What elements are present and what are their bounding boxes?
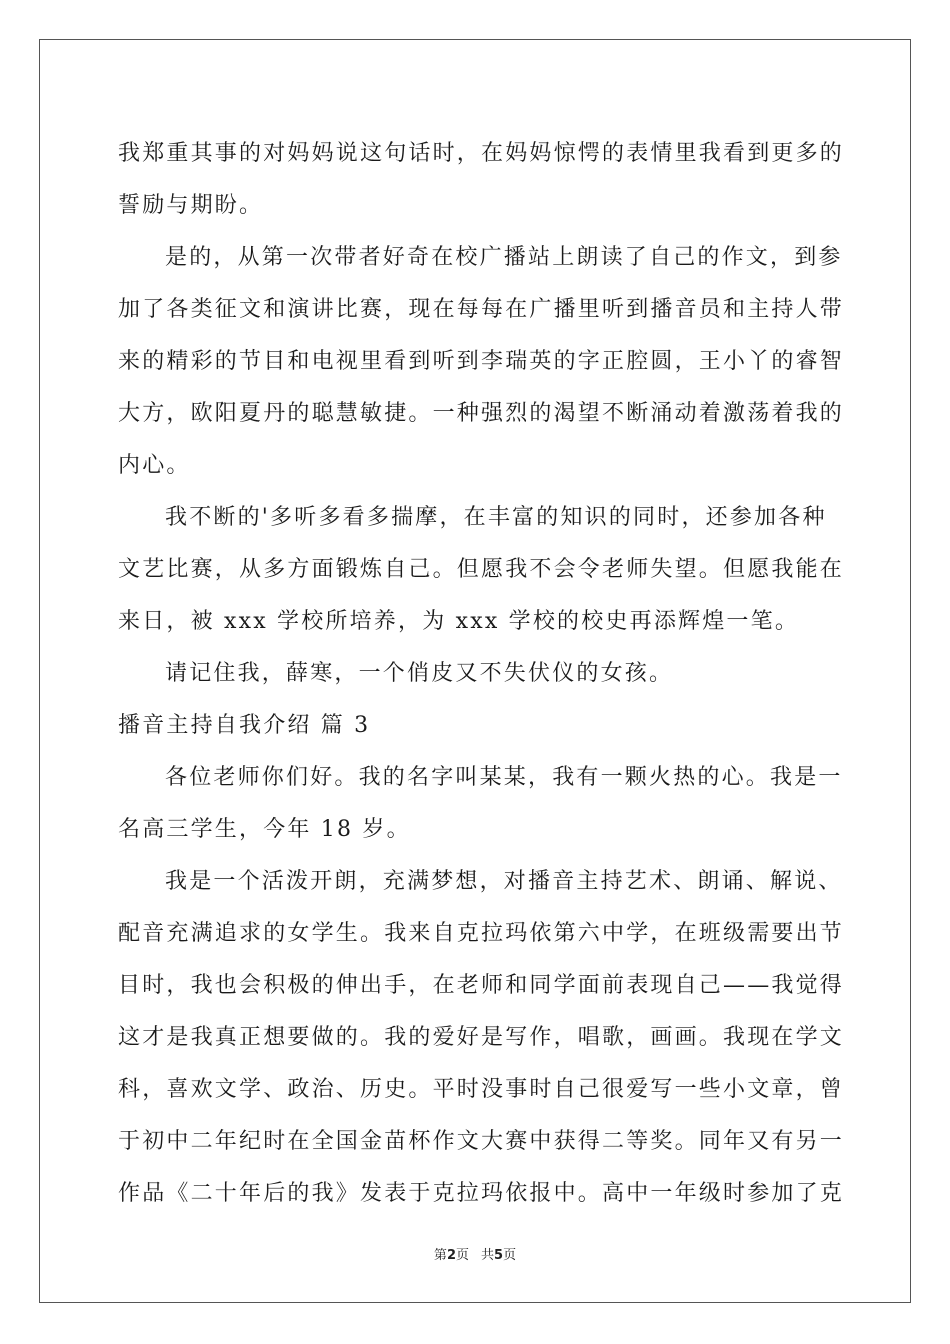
text-line: 我郑重其事的对妈妈说这句话时，在妈妈惊愕的表情里我看到更多的 <box>118 141 845 166</box>
text-line: 大方，欧阳夏丹的聪慧敏捷。一种强烈的渴望不断涌动着激荡着我的 <box>118 401 845 426</box>
text-line: 我是一个活泼开朗，充满梦想，对播音主持艺术、朗诵、解说、 <box>165 869 843 894</box>
text-line: 于初中二年纪时在全国金苗杯作文大赛中获得二等奖。同年又有另一 <box>118 1129 845 1154</box>
text-line: 文艺比赛，从多方面锻炼自己。但愿我不会令老师失望。但愿我能在 <box>118 557 845 582</box>
text-line: 来日，被 xxx 学校所培养，为 xxx 学校的校史再添辉煌一笔。 <box>118 609 800 634</box>
text-line: 加了各类征文和演讲比赛，现在每每在广播里听到播音员和主持人带 <box>118 297 845 322</box>
text-line: 誓励与期盼。 <box>118 193 264 218</box>
text-line: 科，喜欢文学、政治、历史。平时没事时自己很爱写一些小文章，曾 <box>118 1077 845 1102</box>
total-prefix: 共 <box>481 1248 495 1263</box>
current-page-number: 2 <box>446 1248 456 1263</box>
text-line: 来的精彩的节目和电视里看到听到李瑞英的字正腔圆，王小丫的睿智 <box>118 349 845 374</box>
text-line: 作品《二十年后的我》发表于克拉玛依报中。高中一年级时参加了克 <box>118 1181 845 1206</box>
text-line: 内心。 <box>118 453 191 478</box>
text-line: 目时，我也会积极的伸出手，在老师和同学面前表现自己——我觉得 <box>118 973 845 998</box>
text-line: 我不断的'多听多看多揣摩，在丰富的知识的同时，还参加各种 <box>165 505 827 530</box>
text-line: 是的，从第一次带者好奇在校广播站上朗读了自己的作文，到参 <box>165 245 843 270</box>
document-body <box>118 128 845 1220</box>
page-suffix: 页 <box>455 1248 469 1263</box>
total-suffix: 页 <box>503 1248 517 1263</box>
page-prefix: 第 <box>433 1248 447 1263</box>
section-heading: 播音主持自我介绍 篇 3 <box>118 713 371 738</box>
text-line: 各位老师你们好。我的名字叫某某，我有一颗火热的心。我是一 <box>165 765 843 790</box>
text-line: 请记住我，薛寒，一个俏皮又不失伏仪的女孩。 <box>165 661 674 686</box>
text-line: 配音充满追求的女学生。我来自克拉玛依第六中学，在班级需要出节 <box>118 921 845 946</box>
page-footer <box>0 1244 950 1263</box>
text-line: 名高三学生，今年 18 岁。 <box>118 817 411 842</box>
text-line: 这才是我真正想要做的。我的爱好是写作，唱歌，画画。我现在学文 <box>118 1025 845 1050</box>
total-page-number: 5 <box>494 1248 504 1263</box>
